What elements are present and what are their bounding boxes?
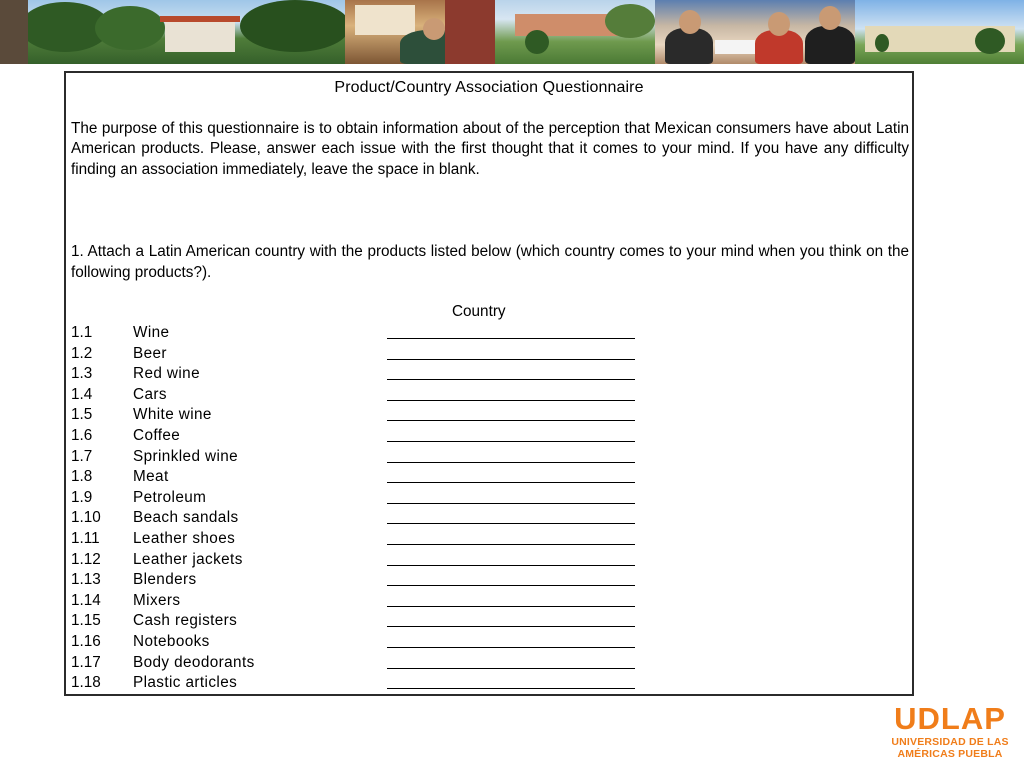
country-answer-line [387, 523, 635, 524]
item-number: 1.16 [71, 632, 101, 650]
item-number: 1.17 [71, 653, 101, 671]
product-name: Cash registers [133, 612, 238, 630]
product-name: Notebooks [133, 632, 210, 650]
office-interior-photo [345, 0, 495, 64]
product-name: Meat [133, 468, 169, 486]
list-item [71, 324, 671, 345]
list-item [71, 365, 671, 386]
logo-line-2: AMÉRICAS PUEBLA [897, 748, 1003, 760]
question-1-text: 1. Attach a Latin American country with the products listed below (which country comes to your mind when you think on the following products?). [71, 243, 909, 281]
questionnaire-document [64, 71, 914, 696]
product-name: Leather jackets [133, 550, 243, 568]
list-item [71, 386, 671, 407]
country-answer-line [387, 462, 635, 463]
list-item [71, 509, 671, 530]
item-number: 1.15 [71, 612, 101, 630]
country-answer-line [387, 626, 635, 627]
country-answer-line [387, 585, 635, 586]
intro-paragraph: The purpose of this questionnaire is to obtain information about of the perception that Mexican consumers have about Latin American products. Please, answer each issue with the first thought that it comes to your mind. If you have any difficulty finding an association immediately, leave the space in blank. [71, 120, 909, 178]
product-name: Beach sandals [133, 509, 239, 527]
item-number: 1.13 [71, 571, 101, 589]
list-item [71, 612, 671, 633]
list-item [71, 654, 671, 675]
list-item [71, 551, 671, 572]
list-item [71, 633, 671, 654]
item-number: 1.10 [71, 509, 101, 527]
item-number: 1.5 [71, 406, 93, 424]
item-number: 1.7 [71, 447, 93, 465]
product-name: Coffee [133, 426, 181, 444]
campus-buildings-photo [855, 0, 1024, 64]
product-name: Cars [133, 385, 167, 403]
country-answer-line [387, 441, 635, 442]
country-answer-line [387, 420, 635, 421]
product-name: Sprinkled wine [133, 447, 239, 465]
list-item [71, 427, 671, 448]
country-column-header: Country [452, 303, 506, 320]
campus-lawn-photo [495, 0, 655, 64]
product-name: Beer [133, 344, 167, 362]
product-name: Wine [133, 324, 170, 341]
country-answer-line [387, 482, 635, 483]
item-number: 1.2 [71, 344, 93, 362]
header-photo-banner [0, 0, 1024, 64]
item-number: 1.9 [71, 488, 93, 506]
product-name: Petroleum [133, 488, 207, 506]
list-item [71, 489, 671, 510]
students-cafe-photo [655, 0, 855, 64]
list-item [71, 530, 671, 551]
list-item [71, 571, 671, 592]
item-number: 1.18 [71, 674, 101, 692]
document-title: Product/Country Association Questionnaire [334, 79, 644, 96]
udlap-logo [880, 702, 1020, 764]
list-item [71, 448, 671, 469]
country-answer-line [387, 544, 635, 545]
product-name: Plastic articles [133, 674, 238, 692]
list-item [71, 468, 671, 489]
product-name: Body deodorants [133, 653, 255, 671]
country-answer-line [387, 647, 635, 648]
item-number: 1.1 [71, 324, 93, 341]
country-answer-line [387, 400, 635, 401]
product-name: White wine [133, 406, 212, 424]
country-answer-line [387, 503, 635, 504]
logo-line-1: UNIVERSIDAD DE LAS [891, 736, 1009, 748]
item-number: 1.8 [71, 468, 93, 486]
item-number: 1.3 [71, 365, 93, 383]
product-name: Blenders [133, 571, 197, 589]
item-number: 1.12 [71, 550, 101, 568]
list-item [71, 674, 671, 695]
country-answer-line [387, 338, 635, 339]
country-answer-line [387, 359, 635, 360]
country-answer-line [387, 565, 635, 566]
country-answer-line [387, 688, 635, 689]
list-item [71, 592, 671, 613]
country-answer-line [387, 606, 635, 607]
item-number: 1.6 [71, 426, 93, 444]
product-name: Mixers [133, 591, 181, 609]
country-answer-line [387, 379, 635, 380]
product-name: Leather shoes [133, 529, 236, 547]
item-number: 1.11 [71, 529, 100, 547]
product-list [71, 324, 671, 695]
country-answer-line [387, 668, 635, 669]
item-number: 1.14 [71, 591, 101, 609]
item-number: 1.4 [71, 385, 93, 403]
logo-wordmark: UDLAP [894, 701, 1006, 736]
campus-trees-photo [0, 0, 345, 64]
product-name: Red wine [133, 365, 200, 383]
list-item [71, 345, 671, 366]
list-item [71, 406, 671, 427]
